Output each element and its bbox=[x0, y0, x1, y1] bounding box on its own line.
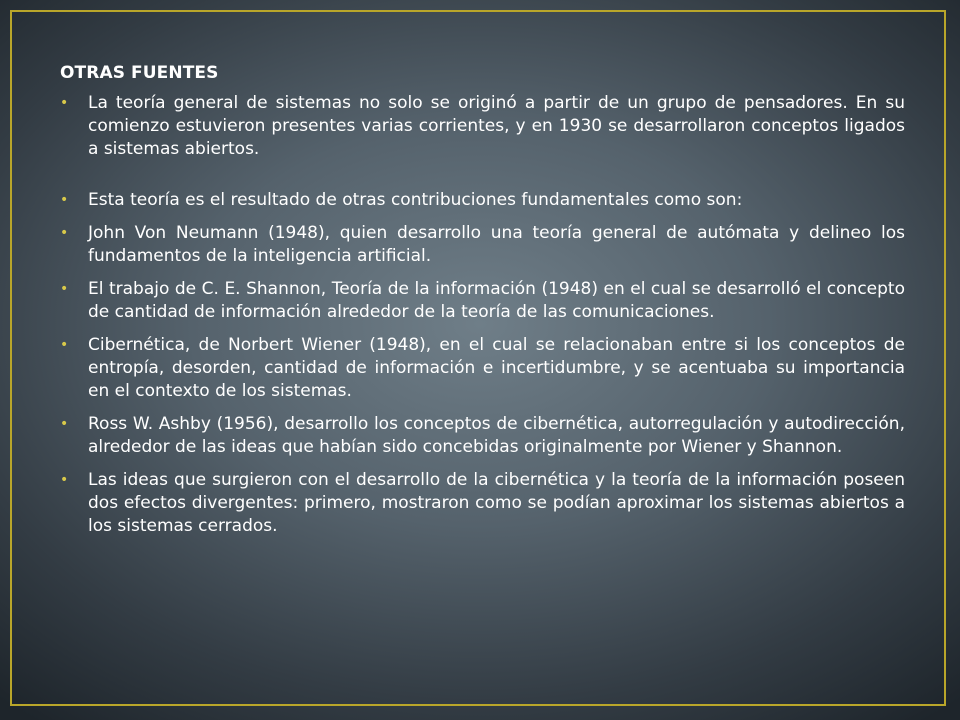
bullet-item bbox=[60, 413, 905, 459]
bullet-icon: • bbox=[60, 416, 69, 432]
slide-title: OTRAS FUENTES bbox=[60, 63, 219, 83]
bullet-icon: • bbox=[60, 225, 69, 241]
bullet-icon: • bbox=[60, 281, 69, 297]
bullet-item bbox=[60, 92, 905, 161]
bullet-text: El trabajo de C. E. Shannon, Teoría de la información (1948) en el cual se desarrolló el concepto de cantidad de información alrededor de la teoría de las comunicaciones. bbox=[88, 279, 905, 322]
bullet-item bbox=[60, 222, 905, 268]
bullet-text: Esta teoría es el resultado de otras contribuciones fundamentales como son: bbox=[88, 190, 743, 210]
bullet-text: Las ideas que surgieron con el desarrollo de la cibernética y la teoría de la información poseen dos efectos divergentes: primero, mostraron como se podían aproximar los sistemas abiertos a los sistemas cerrados. bbox=[88, 470, 905, 536]
bullet-item bbox=[60, 469, 905, 538]
bullet-icon: • bbox=[60, 95, 69, 111]
slide-content bbox=[60, 60, 905, 548]
bullet-item bbox=[60, 189, 905, 212]
bullet-text: John Von Neumann (1948), quien desarrollo una teoría general de autómata y delineo los fundamentos de la inteligencia artificial. bbox=[88, 223, 905, 266]
bullet-text: Ross W. Ashby (1956), desarrollo los conceptos de cibernética, autorregulación y autodirección, alrededor de las ideas que habían sido concebidas originalmente por Wiener y Shannon. bbox=[88, 414, 905, 457]
bullet-icon: • bbox=[60, 472, 69, 488]
bullet-icon: • bbox=[60, 337, 69, 353]
bullet-item bbox=[60, 334, 905, 403]
bullet-text: La teoría general de sistemas no solo se originó a partir de un grupo de pensadores. En su comienzo estuvieron presentes varias corrientes, y en 1930 se desarrollaron conceptos ligados a sistemas abiertos. bbox=[88, 93, 905, 159]
bullet-icon: • bbox=[60, 192, 69, 208]
bullet-text: Cibernética, de Norbert Wiener (1948), en el cual se relacionaban entre si los conceptos de entropía, desorden, cantidad de información e incertidumbre, y se acentuaba su importancia en el contexto de los sistemas. bbox=[88, 335, 905, 401]
bullet-list bbox=[60, 92, 905, 538]
bullet-item bbox=[60, 278, 905, 324]
